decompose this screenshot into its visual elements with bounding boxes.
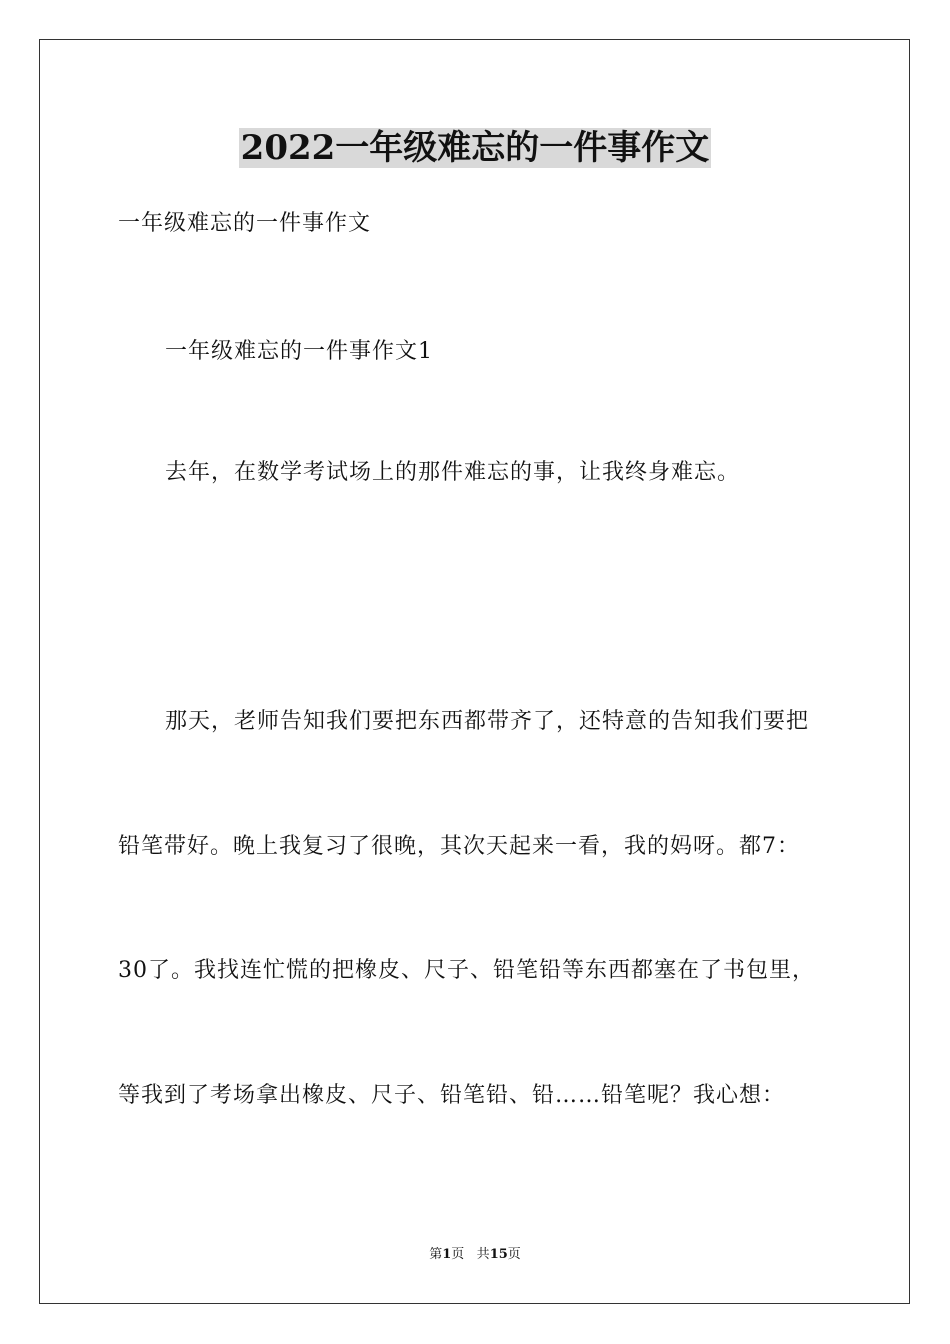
paragraph-heading: 一年级难忘的一件事作文1 — [165, 339, 433, 364]
footer-total-prefix: 共 — [476, 1247, 490, 1262]
document-title-text: 2022一年级难忘的一件事作文 — [240, 128, 710, 168]
paragraph-line: 等我到了考场拿出橡皮、尺子、铅笔铅、铅……铅笔呢？我心想： — [118, 1083, 786, 1108]
paragraph-line: 那天，老师告知我们要把东西都带齐了，还特意的告知我们要把 — [165, 709, 810, 734]
page-footer — [0, 1246, 950, 1264]
footer-page-number: 1 — [442, 1247, 452, 1262]
footer-total-pages: 15 — [489, 1247, 508, 1262]
paragraph-line: 30了。我找连忙慌的把橡皮、尺子、铅笔铅等东西都塞在了书包里， — [118, 958, 815, 983]
paragraph-line: 去年，在数学考试场上的那件难忘的事，让我终身难忘。 — [165, 460, 741, 485]
paragraph-line: 铅笔带好。晚上我复习了很晚，其次天起来一看，我的妈呀。都7： — [118, 834, 800, 859]
footer-page-prefix: 第 — [429, 1247, 443, 1262]
document-title — [0, 128, 950, 168]
paragraph-subtitle: 一年级难忘的一件事作文 — [118, 211, 372, 236]
footer-page-suffix: 页 — [451, 1247, 465, 1262]
footer-total-suffix: 页 — [507, 1247, 521, 1262]
